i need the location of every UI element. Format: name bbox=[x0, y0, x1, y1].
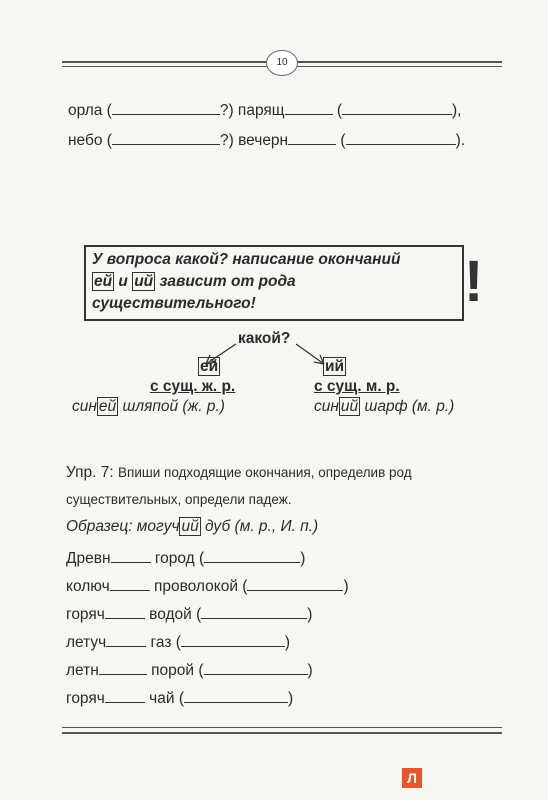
left-example: син ей шляпой (ж. р.) bbox=[72, 398, 225, 415]
exercise-item: горяч чай ( ) bbox=[66, 690, 294, 707]
right-label: с сущ. м. р. bbox=[314, 378, 400, 395]
exercise-sample: Образец: могуч ий дуб (м. р., И. п.) bbox=[66, 518, 319, 535]
exercise-item: летуч газ ( ) bbox=[66, 634, 291, 651]
rule-line-2: ей и ий зависит от рода bbox=[94, 273, 296, 290]
right-ending-box: ий bbox=[325, 358, 345, 375]
rule-box bbox=[84, 245, 464, 321]
footer-rule-top bbox=[62, 727, 502, 728]
top-line-1: орла ( ?) парящ ( ), bbox=[68, 102, 462, 119]
right-example: син ий шарф (м. р.) bbox=[314, 398, 455, 415]
rule-line-1: У вопроса какой? написание окончаний bbox=[92, 251, 401, 268]
exercise-item: Древн город ( ) bbox=[66, 550, 306, 567]
left-label: с сущ. ж. р. bbox=[150, 378, 236, 395]
footer-rule-bottom bbox=[62, 732, 502, 734]
top-line-2: небо ( ?) вечерн ( ). bbox=[68, 132, 466, 149]
exercise-item: летн порой ( ) bbox=[66, 662, 313, 679]
page-number: 10 bbox=[266, 50, 298, 76]
left-ending-box: ей bbox=[200, 358, 219, 375]
question-word: какой? bbox=[238, 330, 291, 347]
exercise-heading bbox=[66, 464, 412, 482]
exclamation-mark: ! bbox=[464, 249, 484, 314]
rule-line-3: существительного! bbox=[92, 295, 256, 312]
exercise-item: горяч водой ( ) bbox=[66, 606, 313, 623]
ending-ei-box: ей bbox=[94, 273, 113, 290]
exercise-instruction-2: существительных, определи падеж. bbox=[66, 492, 292, 507]
ending-ii-box: ий bbox=[134, 273, 154, 290]
exercise-item: колюч проволокой ( ) bbox=[66, 578, 349, 595]
publisher-logo: Л bbox=[402, 768, 422, 788]
exercise-instruction-1: Впиши подходящие окончания, определив род bbox=[118, 465, 412, 480]
exercise-label: Упр. 7: bbox=[66, 464, 114, 481]
